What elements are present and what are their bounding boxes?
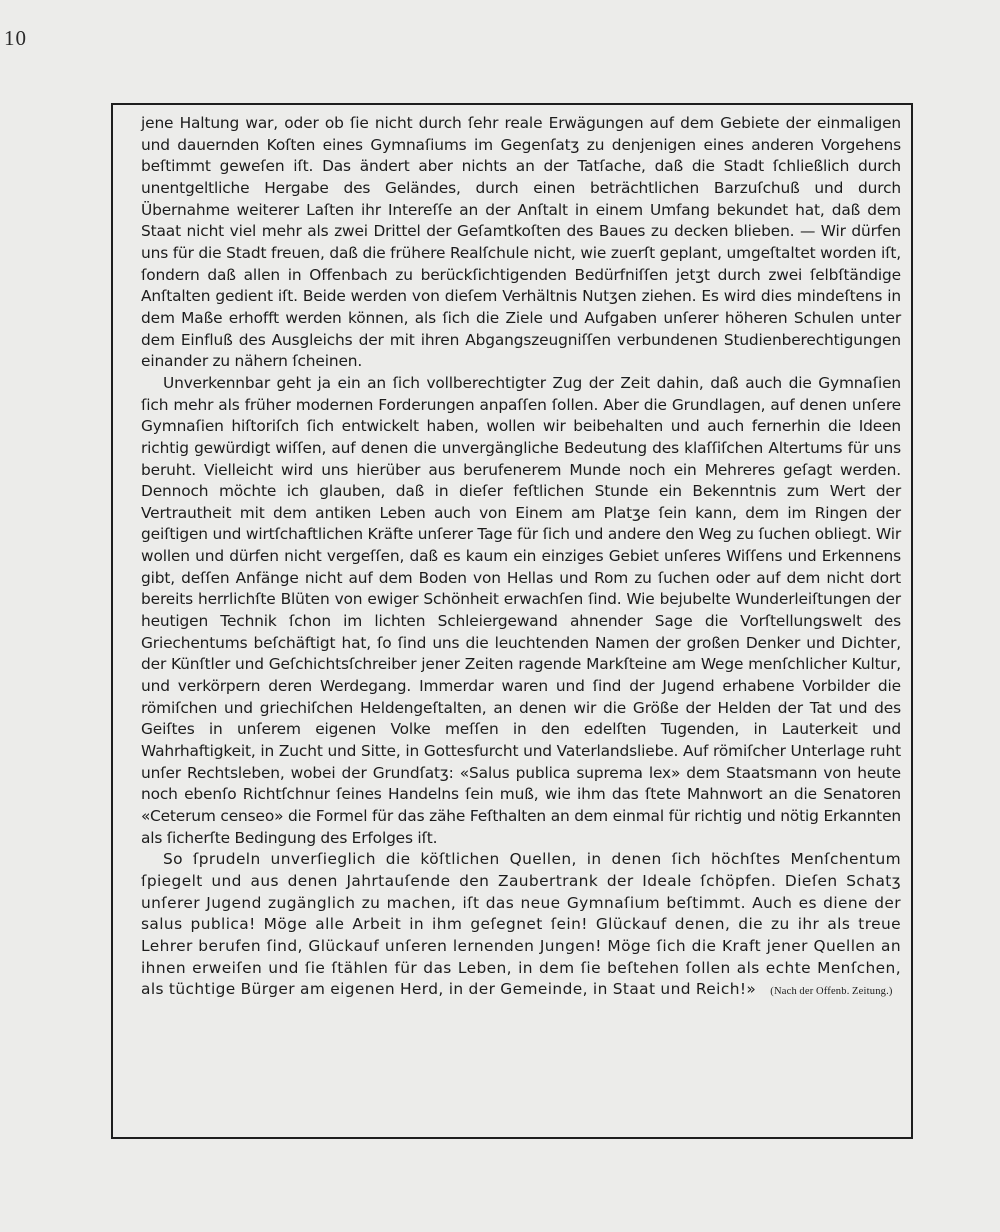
paragraph-3-text: So ſprudeln unverſieglich die köſtlichen Quellen, in denen ſich höchſtes Menſchentum ſpiegelt und aus denen Jahrtauſende den Zaubertrank der Ideale ſchöpfen. Dieſen Schatʒ unſerer Jugend zugänglich zu machen, iſt das neue Gymnaſium beſtimmt. Auch es diene der salus publica! Möge alle Arbeit in ihm geſegnet ſein! Glückauf denen, die zu ihr als treue Lehrer berufen ſind, Glückauf unſeren lernenden Jungen! Möge ſich die Kraft jener Quellen an ihnen erweiſen und ſie ſtählen für das Leben, in dem ſie beſtehen ſollen als echte Menſchen, als tüchtige Bürger am eigenen Herd, in der Gemeinde, in Staat und Reich!» — [141, 850, 901, 999]
source-note: (Nach der Offenb. Zeitung.) — [770, 986, 893, 998]
text-frame — [111, 103, 913, 1139]
paragraph-2: Unverkennbar geht ja ein an ſich vollberechtigter Zug der Zeit dahin, daß auch die Gymnaſien ſich mehr als früher modernen Forderungen anpaſſen ſollen. Aber die Grundlagen, auf denen unſere Gymnaſien hiſtoriſch ſich entwickelt haben, wollen wir beibehalten und auch fernerhin die Ideen richtig gewürdigt wiſſen, auf denen die unvergängliche Bedeutung des klaſſiſchen Altertums für uns beruht. Vielleicht wird uns hierüber aus berufenerem Munde noch ein Mehreres geſagt werden. Dennoch möchte ich glauben, daß in dieſer feſtlichen Stunde ein Bekenntnis zum Wert der Vertrautheit mit dem antiken Leben auch von Einem am Platʒe ſein kann, dem im Ringen der geiſtigen und wirtſchaftlichen Kräfte unſerer Tage für ſich und andere den Weg zu ſuchen obliegt. Wir wollen und dürfen nicht vergeſſen, daß es kaum ein einziges Gebiet unſeres Wiſſens und Erkennens gibt, deſſen Anfänge nicht auf dem Boden von Hellas und Rom zu ſuchen oder auf dem nicht dort bereits herrlichſte Blüten von ewiger Schönheit erwachſen ſind. Wie bejubelte Wunderleiſtungen der heutigen Technik ſchon im lichten Schleiergewand ahnender Sage die Vorſtellungswelt des Griechentums beſchäftigt hat, ſo ſind uns die leuchtenden Namen der großen Denker und Dichter, der Künſtler und Geſchichtsſchreiber jener Zeiten ragende Markſteine am Wege menſchlicher Kultur, und verkörpern deren Werdegang. Immerdar waren und ſind der Jugend erhabene Vorbilder die römiſchen und griechiſchen Heldengeſtalten, an denen wir die Größe der Helden der Tat und des Geiſtes in unſerem eigenen Volke meſſen in den edelſten Tugenden, in Lauterkeit und Wahrhaftigkeit, in Zucht und Sitte, in Gottesfurcht und Vaterlandsliebe. Auf römiſcher Unterlage ruht unſer Rechtsleben, wobei der Grundſatʒ: «Salus publica suprema lex» dem Staatsmann von heute noch ebenſo Richtſchnur ſeines Handelns ſein muß, wie ihm das ſtete Mahnwort an die Senatoren «Ceterum censeo» die Formel für das zähe Feſthalten an dem einmal für richtig und nötig Erkannten als ſicherſte Bedingung des Erfolges iſt. — [141, 373, 901, 847]
paragraph-3 — [141, 849, 901, 1003]
page-number: 10 — [4, 26, 27, 50]
paragraph-1: jene Haltung war, oder ob ſie nicht durch ſehr reale Erwägungen auf dem Gebiete der einmaligen und dauernden Koſten eines Gymnaſiums im Gegenſatʒ zu denjenigen eines anderen Vorgehens beſtimmt geweſen iſt. Das ändert aber nichts an der Tatſache, daß die Stadt ſchließlich durch unentgeltliche Hergabe des Geländes, durch einen beträchtlichen Barzuſchuß und durch Übernahme weiterer Laſten ihr Intereſſe an der Anſtalt in einem Umfang bekundet hat, daß dem Staat nicht viel mehr als zwei Drittel der Geſamtkoſten des Baues zu decken blieben. — Wir dürfen uns für die Stadt freuen, daß die frühere Realſchule nicht, wie zuerſt geplant, umgeſtaltet worden iſt, ſondern daß allen in Offenbach zu berückſichtigenden Bedürfniſſen jetʒt durch zwei ſelbſtändige Anſtalten gedient iſt. Beide werden von dieſem Verhältnis Nutʒen ziehen. Es wird dies mindeſtens in dem Maße erhofft werden können, als ſich die Ziele und Aufgaben unſerer höheren Schulen unter dem Einfluß des Ausgleichs der mit ihren Abgangszeugniſſen verbundenen Studienberechtigungen einander zu nähern ſcheinen. — [141, 114, 901, 371]
